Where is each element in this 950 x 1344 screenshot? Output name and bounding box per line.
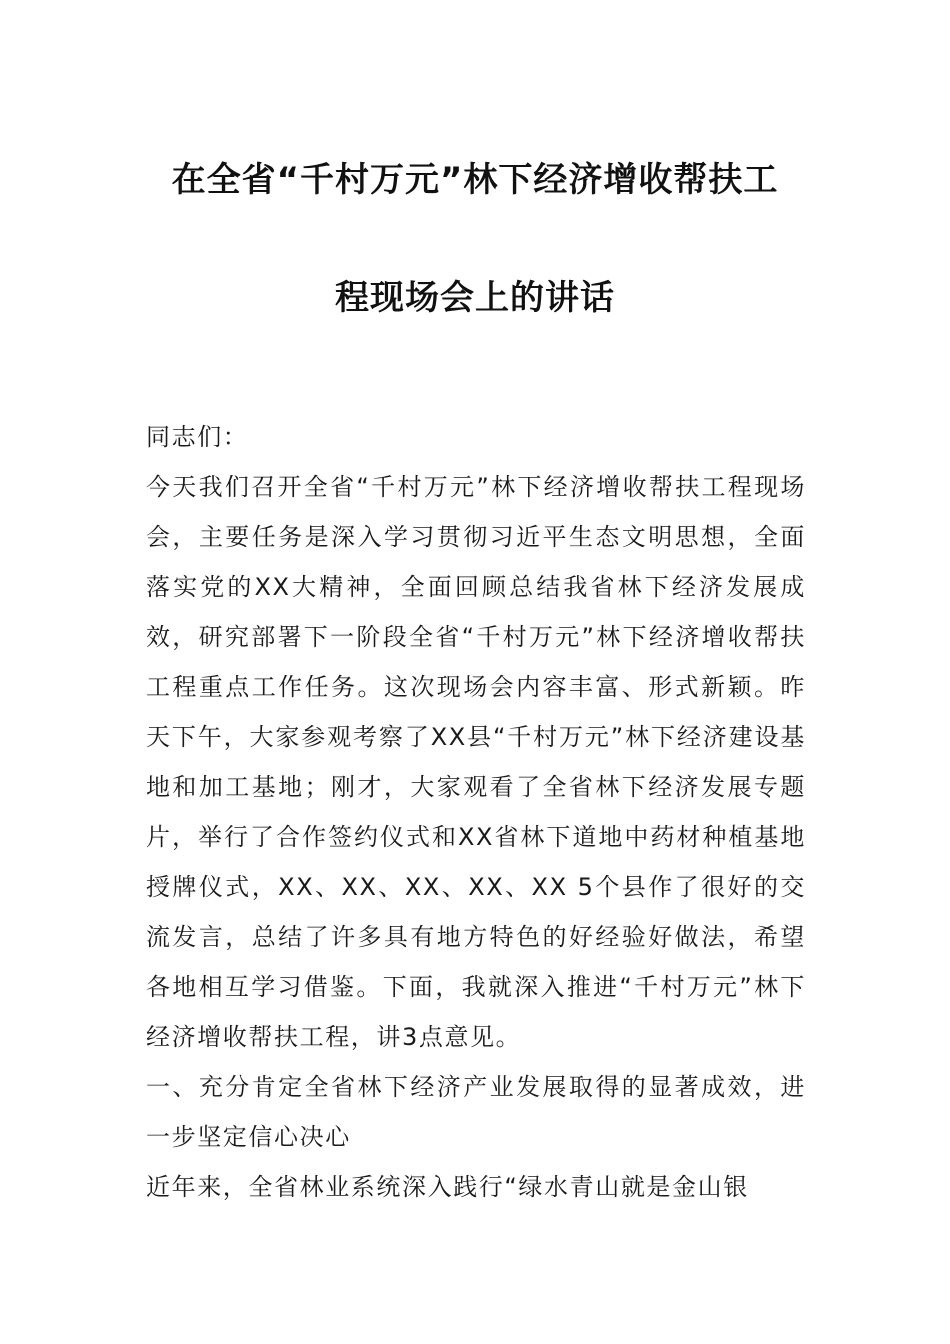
paragraph-section-1: 近年来，全省林业系统深入践行“绿水青山就是金山银: [146, 1173, 749, 1201]
paragraph-intro: 今天我们召开全省“千村万元”林下经济增收帮扶工程现场会，主要任务是深入学习贯彻习近平生态文明思想，全面落实党的XX大精神，全面回顾总结我省林下经济发展成效，研究部署下一阶段全省“千村万元”林下经济增收帮扶工程重点工作任务。这次现场会内容丰富、形式新颖。昨天下午，大家参观考察了XX县“千村万元”林下经济建设基地和加工基地；刚才，大家观看了全省林下经济发展专题片，举行了合作签约仪式和XX省林下道地中药材种植基地授牌仪式，XX、XX、XX、XX、XX 5个县作了很好的交流发言，总结了许多具有地方特色的好经验好做法，希望各地相互学习借鉴。下面，我就深入推进“千村万元”林下经济增收帮扶工程，讲3点意见。: [146, 473, 806, 1051]
document-title-line-1: 在全省“千村万元”林下经济增收帮扶工: [171, 160, 779, 200]
document-title-line-2: 程现场会上的讲话: [335, 278, 615, 318]
document-body: [146, 412, 806, 1212]
salutation: 同志们：: [146, 423, 249, 451]
section-heading-1: 一、充分肯定全省林下经济产业发展取得的显著成效，进一步坚定信心决心: [146, 1073, 806, 1151]
